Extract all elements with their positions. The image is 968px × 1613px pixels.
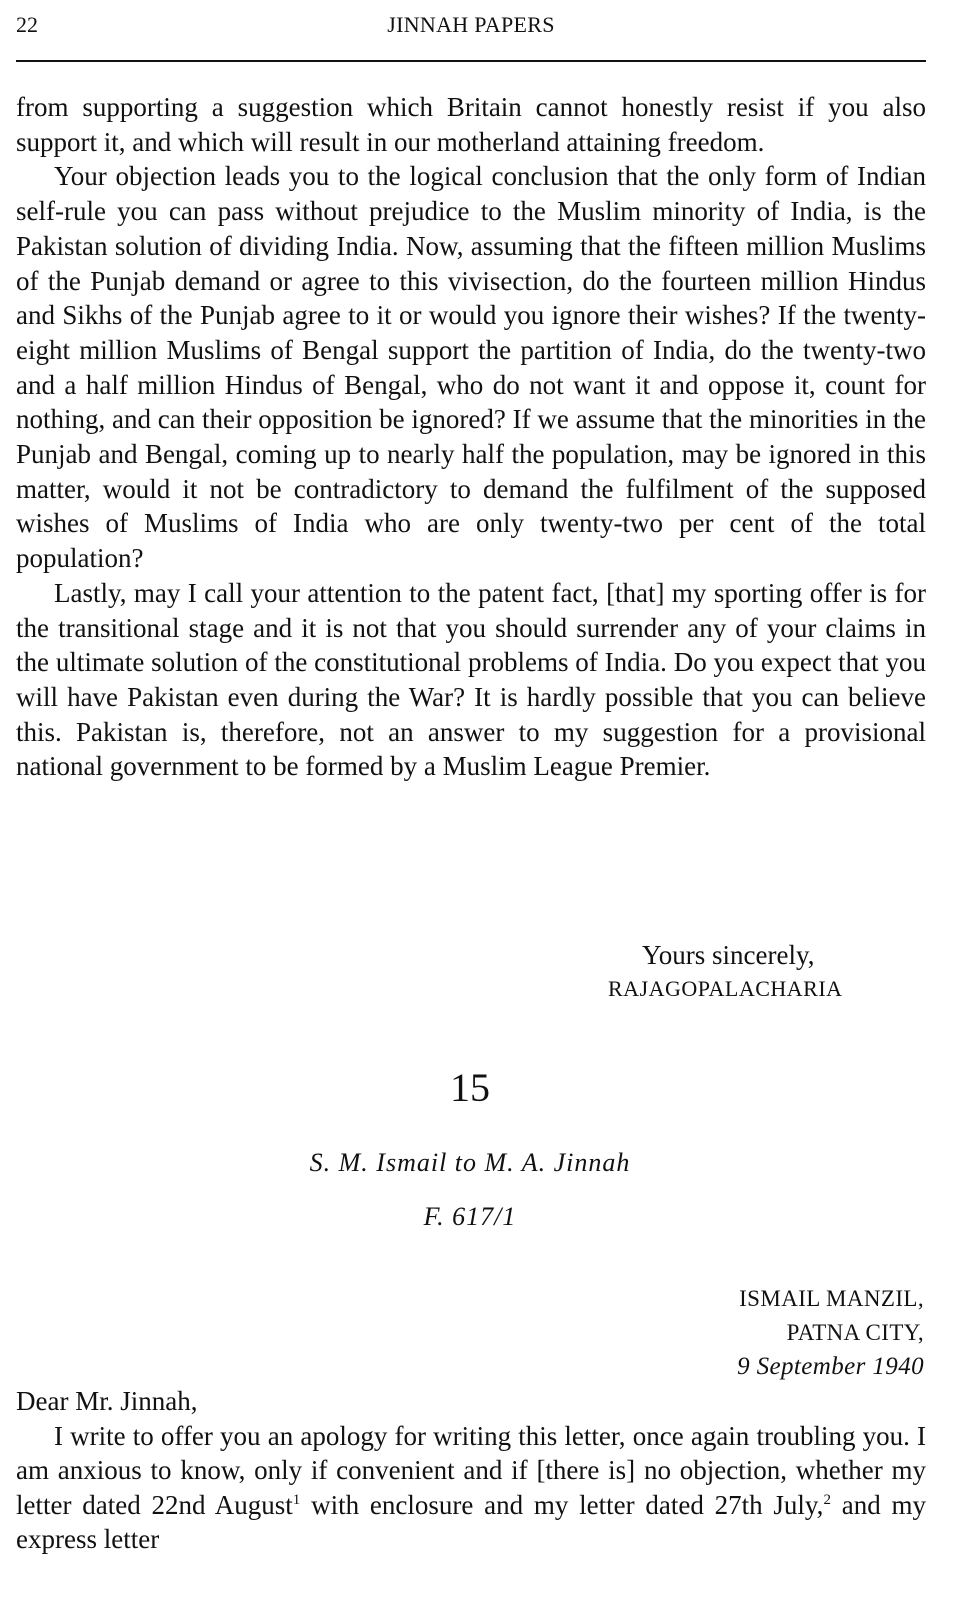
address-line: PATNA CITY, [786,1320,924,1345]
letter-2-body [16,1384,926,1557]
letter-signature: RAJAGOPALACHARIA [608,976,843,1001]
address-line: ISMAIL MANZIL, [739,1286,924,1311]
paragraph: from supporting a suggestion which Britain cannot honestly resist if you also support it, and which will result in our motherland attaining freedom. [16,92,926,157]
sender-address [737,1282,924,1384]
footnote-marker: 1 [292,1491,301,1508]
body-text-part: with enclosure and my letter dated 27th July, [300,1489,824,1520]
page-header [16,8,926,44]
paragraph: Your objection leads you to the logical conclusion that the only form of Indian self-rule you can pass without prejudice to the Muslim minority of India, is the Pakistan solution of dividing India. Now, assuming that the fifteen million Muslims of the Punjab demand or agree to this vivisection, do the fourteen million Hindus and Sikhs of the Punjab agree to it or would you ignore their wishes? If the twenty-eight million Muslims of Bengal support the partition of India, do the twenty-two and a half million Hindus of Bengal, who do not want it and oppose it, count for nothing, and can their opposition be ignored? If we assume that the minorities in the Punjab and Bengal, coming up to nearly half the population, may be ignored in this matter, would it not be contradictory to demand the fulfilment of the supposed wishes of Muslims of India who are only twenty-two per cent of the total population? [16,161,926,574]
letter-date: 9 September 1940 [737,1353,924,1380]
document-title: S. M. Ismail to M. A. Jinnah [309,1148,631,1177]
page-number: 22 [16,12,38,37]
footnote-marker: 2 [823,1491,831,1508]
document-reference: F. 617/1 [423,1202,517,1231]
body-text-part: and my express letter [16,1489,926,1554]
body-text-part: I write to offer you an apology for writing this letter, once again troubling you. I am anxious to know, only if convenient and if [there is] no objection, whether my letter dated 22nd August [16,1420,926,1520]
salutation: Dear Mr. Jinnah, [16,1386,198,1416]
letter-1-body [16,90,926,784]
letter-closing: Yours sincerely, [642,940,815,970]
paragraph [16,1419,926,1557]
running-title: JINNAH PAPERS [387,12,555,37]
document-number: 15 [450,1065,490,1110]
paragraph: Lastly, may I call your attention to the patent fact, [that] my sporting offer is for the transitional stage and it is not that you should surrender any of your claims in the ultimate solution of the constitutional problems of India. Do you expect that you will have Pakistan even during the War? It is hardly possible that you can believe this. Pakistan is, therefore, not an answer to my suggestion for a provisional national government to be formed by a Muslim League Premier. [16,577,926,782]
header-rule [16,60,926,62]
